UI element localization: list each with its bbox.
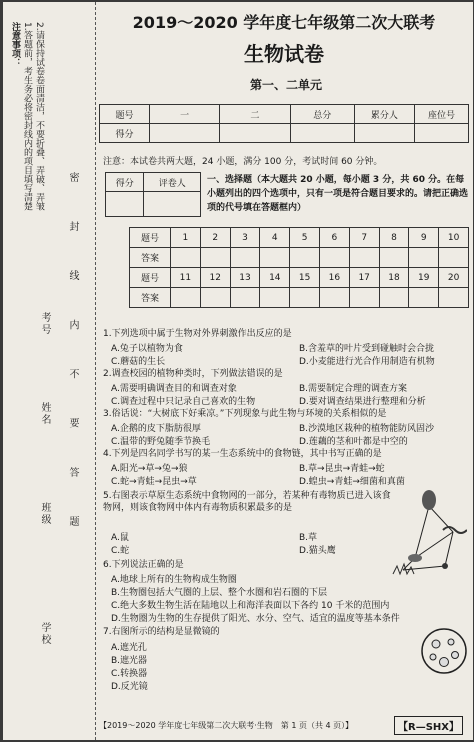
- question-7-option: A.遮光孔: [111, 643, 147, 653]
- grader-score-label: 得分: [106, 173, 144, 192]
- question-5-option: C.蛇: [111, 546, 130, 556]
- answer-cell[interactable]: [260, 288, 290, 308]
- score-header-cell: 一: [149, 105, 219, 124]
- question-6-option: A.地球上所有的生物构成生物圈: [111, 575, 237, 585]
- answer-q-number: 2: [200, 228, 230, 248]
- answer-row-label: 答案: [130, 288, 171, 308]
- footer-text: 【2019～2020 学年度七年级第二次大联考·生物 第 1 页（共 4 页）】: [99, 721, 354, 730]
- question-2-option: C.调查过程中只记录自己喜欢的生物: [111, 397, 256, 407]
- score-cell[interactable]: [354, 124, 414, 143]
- section-1-instructions: 一、选择题（本大题共 20 小题，每小题 3 分，共 60 分。在每小题列出的四个选项中，只有一项是符合题目要求的。请把正确选项的代号填在答题框内）: [207, 175, 469, 213]
- question-5-option: A.鼠: [111, 533, 129, 543]
- score-cell[interactable]: [414, 124, 468, 143]
- answer-row-label: 题号: [130, 228, 171, 248]
- exam-content: [99, 2, 469, 740]
- question-7-option: D.反光镜: [111, 682, 148, 692]
- notice-title: 注意事项：: [10, 22, 20, 67]
- answer-cell[interactable]: [290, 288, 320, 308]
- seal-line-text: 密 封 线 内 不 要 答 题: [67, 172, 78, 545]
- answer-q-number: 11: [171, 268, 201, 288]
- question-1-option: D.小麦能进行光合作用制造有机物: [299, 357, 435, 367]
- question-3-option: B.沙漠地区栽种的植物能防风固沙: [299, 424, 435, 434]
- grader-name-label: 评卷人: [144, 173, 201, 192]
- answer-cell[interactable]: [379, 248, 409, 268]
- answer-q-number: 7: [349, 228, 379, 248]
- question-1-option: B.含羞草的叶片受到碰触时会合拢: [299, 344, 435, 354]
- score-header-cell: 座位号: [414, 105, 468, 124]
- question-2-stem: 2.调查校园的植物种类时，下列做法错误的是: [103, 369, 283, 379]
- exam-sheet: [3, 2, 473, 740]
- score-header-cell: 累分人: [354, 105, 414, 124]
- question-6-stem: 6.下列说法正确的是: [103, 560, 184, 570]
- answer-cell[interactable]: [439, 288, 469, 308]
- owl-icon: [422, 490, 436, 510]
- score-cell[interactable]: [220, 124, 290, 143]
- question-4-option: D.蝗虫→青蛙→细菌和真菌: [299, 477, 405, 487]
- notice-item-1: 1.答题前，考生务必将密封线内的项目填写清楚: [22, 22, 32, 211]
- answer-q-number: 9: [409, 228, 439, 248]
- unit-label: 第一、二单元: [250, 78, 323, 92]
- score-header-cell: 总分: [290, 105, 354, 124]
- answer-cell[interactable]: [230, 248, 260, 268]
- question-6-option: D.生物圈为生物的生存提供了阳光、水分、空气、适宜的温度等基本条件: [111, 614, 400, 624]
- answer-cell[interactable]: [260, 248, 290, 268]
- answer-cell[interactable]: [171, 248, 201, 268]
- score-header-cell: 题号: [100, 105, 150, 124]
- answer-q-number: 6: [319, 228, 349, 248]
- answer-q-number: 10: [439, 228, 469, 248]
- question-5-stem: 5.右图表示草原生态系统中食物网的一部分，若某种有毒物质已进入该食物网，则该食物网中体内有毒物质积累最多的是: [103, 491, 391, 513]
- answer-cell[interactable]: [319, 288, 349, 308]
- score-cell[interactable]: [290, 124, 354, 143]
- score-table: [99, 104, 469, 143]
- grader-score-cell[interactable]: [106, 192, 144, 217]
- answer-cell[interactable]: [349, 288, 379, 308]
- answer-cell[interactable]: [319, 248, 349, 268]
- question-2-option: D.要对调查结果进行整理和分析: [299, 397, 426, 407]
- answer-q-number: 4: [260, 228, 290, 248]
- answer-q-number: 18: [379, 268, 409, 288]
- school-label: 学校: [39, 622, 50, 646]
- question-1-option: A.兔子以植物为食: [111, 344, 183, 354]
- answer-q-number: 15: [290, 268, 320, 288]
- question-4-stem: 4.下列是四名同学书写的某一生态系统中的食物链，其中书写正确的是: [103, 449, 382, 459]
- answer-q-number: 19: [409, 268, 439, 288]
- answer-cell[interactable]: [230, 288, 260, 308]
- question-3-stem: 3.俗话说：“大树底下好乘凉。”下列现象与此生物与环境的关系相似的是: [103, 409, 387, 419]
- answer-cell[interactable]: [290, 248, 320, 268]
- mouse-icon: [408, 554, 422, 562]
- answer-q-number: 1: [171, 228, 201, 248]
- score-header-cell: 二: [220, 105, 290, 124]
- question-6-option: B.生物圈包括大气圈的上层、整个水圈和岩石圈的下层: [111, 588, 328, 598]
- exam-title: 2019～2020 学年度七年级第二次大联考: [132, 13, 436, 32]
- answer-cell[interactable]: [409, 288, 439, 308]
- answer-cell[interactable]: [200, 248, 230, 268]
- microscope-part-figure: [419, 626, 469, 676]
- answer-q-number: 13: [230, 268, 260, 288]
- answer-q-number: 14: [260, 268, 290, 288]
- question-3-option: C.温带的野兔随季节换毛: [111, 437, 211, 447]
- grader-name-cell[interactable]: [144, 192, 201, 217]
- question-1-stem: 1.下列选项中属于生物对外界刺激作出反应的是: [103, 329, 292, 339]
- answer-cell[interactable]: [379, 288, 409, 308]
- answer-cell[interactable]: [409, 248, 439, 268]
- notice-item-2: 2.请保持试卷卷面清洁，不要折叠、弄破、弄皱: [34, 22, 44, 211]
- answer-q-number: 12: [200, 268, 230, 288]
- answer-q-number: 8: [379, 228, 409, 248]
- binding-gutter: [3, 2, 96, 740]
- exam-subject: 生物试卷: [244, 42, 324, 66]
- answer-cell[interactable]: [171, 288, 201, 308]
- score-cell[interactable]: [149, 124, 219, 143]
- food-web-figure: [391, 486, 467, 576]
- answer-q-number: 16: [319, 268, 349, 288]
- answer-q-number: 17: [349, 268, 379, 288]
- answer-q-number: 20: [439, 268, 469, 288]
- name-label: 姓名: [39, 402, 50, 426]
- question-7-option: C.转换器: [111, 669, 148, 679]
- exam-code: 【R—SHX】: [394, 716, 463, 735]
- answer-row-label: 答案: [130, 248, 171, 268]
- answer-q-number: 3: [230, 228, 260, 248]
- question-4-option: B.草→昆虫→青蛙→蛇: [299, 464, 385, 474]
- snake-icon: [443, 527, 467, 533]
- exam-note: 注意：本试卷共两大题，24 小题，满分 100 分，考试时间 60 分钟。: [103, 157, 383, 167]
- question-5-option: D.猫头鹰: [299, 546, 336, 556]
- score-row-label: 得分: [100, 124, 150, 143]
- question-5-option: B.草: [299, 533, 318, 543]
- class-label: 班级: [39, 502, 50, 526]
- question-2-option: B.需要制定合理的调查方案: [299, 384, 408, 394]
- question-7-stem: 7.右图所示的结构是显微镜的: [103, 627, 220, 637]
- question-4-option: C.蛇→青蛙→昆虫→草: [111, 477, 197, 487]
- answer-table: [129, 227, 469, 308]
- answer-row-label: 题号: [130, 268, 171, 288]
- answer-cell[interactable]: [439, 248, 469, 268]
- question-1-option: C.蘑菇的生长: [111, 357, 166, 367]
- answer-cell[interactable]: [200, 288, 230, 308]
- question-4-option: A.阳光→草→兔→狼: [111, 464, 188, 474]
- question-3-option: A.企鹅的皮下脂肪很厚: [111, 424, 201, 434]
- exam-number-label: 考号: [39, 312, 50, 336]
- answer-q-number: 5: [290, 228, 320, 248]
- question-7-option: B.遮光器: [111, 656, 148, 666]
- question-3-option: D.莲藕的茎和叶都是中空的: [299, 437, 408, 447]
- grader-box: [105, 172, 201, 217]
- answer-cell[interactable]: [349, 248, 379, 268]
- question-6-option: C.绝大多数生物生活在陆地以上和海洋表面以下各约 10 千米的范围内: [111, 601, 390, 611]
- question-2-option: A.需要明确调查目的和调查对象: [111, 384, 237, 394]
- insect-icon: [442, 563, 448, 569]
